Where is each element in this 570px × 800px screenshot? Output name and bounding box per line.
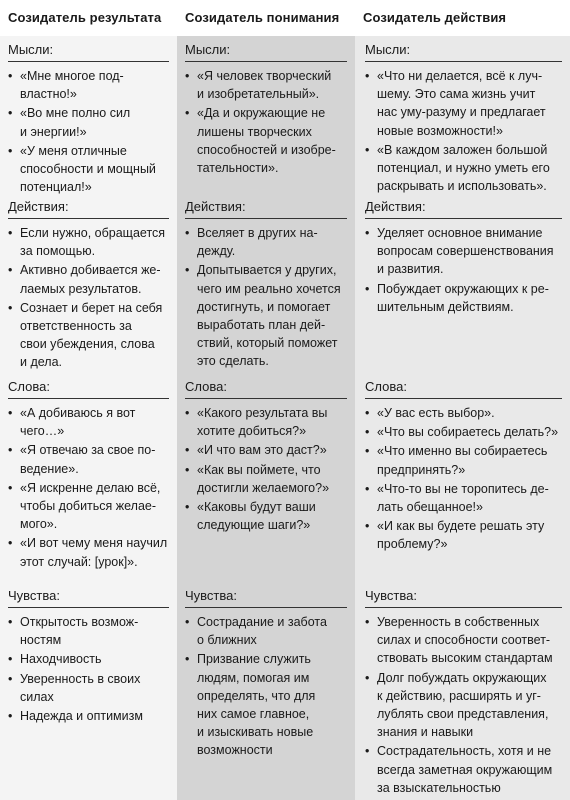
section-actions (185, 199, 347, 379)
column-header: Созидатель действия (355, 0, 570, 36)
section-words (365, 379, 562, 588)
section-title: Мысли: (365, 42, 562, 62)
list-item: • «Я человек творческий и изобретательный». (185, 67, 347, 103)
list-item: • «В каждом заложен большой потенциал, и нужно уметь его раскрывать и использовать». (365, 141, 562, 196)
list-item: • Уделяет основное внимание вопросам совершенствования и развития. (365, 224, 562, 279)
section-title: Чувства: (365, 588, 562, 608)
list-item: • Находчивость (8, 650, 169, 668)
section-title: Чувства: (185, 588, 347, 608)
section-title: Слова: (185, 379, 347, 399)
list-item: • «Во мне полно сил и энергии!» (8, 104, 169, 140)
column-understanding-creator (177, 0, 355, 800)
column-action-creator (355, 0, 570, 800)
list-item: • «Каковы будут ваши следующие шаги?» (185, 498, 347, 534)
list-item: • «И вот чему меня научил этот случай: [урок]». (8, 534, 169, 570)
column-header: Созидатель понимания (177, 0, 355, 36)
list-item: • «Что ни делается, всё к луч- шему. Это сама жизнь учит нас уму-разуму и предлагает новые возможности!» (365, 67, 562, 140)
list-item: • «У меня отличные способности и мощный потенциал!» (8, 142, 169, 197)
section-feelings (8, 588, 169, 725)
list-item: • «Да и окружающие не лишены творческих способностей и изобре- тательности». (185, 104, 347, 177)
section-feelings (365, 588, 562, 797)
section-feelings (185, 588, 347, 760)
section-title: Действия: (185, 199, 347, 219)
section-thoughts (185, 42, 347, 199)
list-item: • Вселяет в других на- дежду. (185, 224, 347, 260)
section-title: Чувства: (8, 588, 169, 608)
list-item: • «Что-то вы не торопитесь де- лать обещанное!» (365, 480, 562, 516)
column-header: Созидатель результата (0, 0, 177, 36)
list-item: • «А добиваюсь я вот чего…» (8, 404, 169, 440)
list-item: • «Я отвечаю за свое по- ведение». (8, 441, 169, 477)
list-item: • «Как вы поймете, что достигли желаемого?» (185, 461, 347, 497)
list-item: • Сострадание и забота о ближних (185, 613, 347, 649)
section-title: Мысли: (8, 42, 169, 62)
section-title: Действия: (8, 199, 169, 219)
section-title: Слова: (8, 379, 169, 399)
list-item: • Допытывается у других, чего им реально хочется достигнуть, и помогает выработать план дей- ствий, который поможет это сделать. (185, 261, 347, 370)
section-title: Слова: (365, 379, 562, 399)
section-title: Мысли: (185, 42, 347, 62)
list-item: • «И что вам это даст?» (185, 441, 347, 459)
list-item: • Уверенность в собственных силах и способности соответ- ствовать высоким стандартам (365, 613, 562, 668)
section-thoughts (8, 42, 169, 199)
list-item: • Сознает и берет на себя ответственность за свои убеждения, слова и дела. (8, 299, 169, 372)
list-item: • «Какого результата вы хотите добиться?» (185, 404, 347, 440)
section-title: Действия: (365, 199, 562, 219)
list-item: • Открытость возмож- ностям (8, 613, 169, 649)
section-thoughts (365, 42, 562, 199)
section-actions (365, 199, 562, 379)
list-item: • Если нужно, обращается за помощью. (8, 224, 169, 260)
list-item: • «И как вы будете решать эту проблему?» (365, 517, 562, 553)
section-words (185, 379, 347, 588)
list-item: • Уверенность в своих силах (8, 670, 169, 706)
list-item: • «Я искренне делаю всё, чтобы добиться желае- мого». (8, 479, 169, 534)
list-item: • Сострадательность, хотя и не всегда заметная окружающим за взыскательностью (365, 742, 562, 797)
list-item: • «Что именно вы собираетесь предпринять?» (365, 442, 562, 478)
list-item: • Призвание служить людям, помогая им определять, что для них самое главное, и изыскивать новые возможности (185, 650, 347, 759)
list-item: • «У вас есть выбор». (365, 404, 562, 422)
list-item: • Активно добивается же- лаемых результатов. (8, 261, 169, 297)
list-item: • Долг побуждать окружающих к действию, расширять и уг- лублять свои представления, знания и навыки (365, 669, 562, 742)
column-result-creator (0, 0, 177, 800)
section-words (8, 379, 169, 588)
list-item: • «Что вы собираетесь делать?» (365, 423, 562, 441)
list-item: • Надежда и оптимизм (8, 707, 169, 725)
list-item: • «Мне многое под- властно!» (8, 67, 169, 103)
section-actions (8, 199, 169, 379)
list-item: • Побуждает окружающих к ре- шительным действиям. (365, 280, 562, 316)
